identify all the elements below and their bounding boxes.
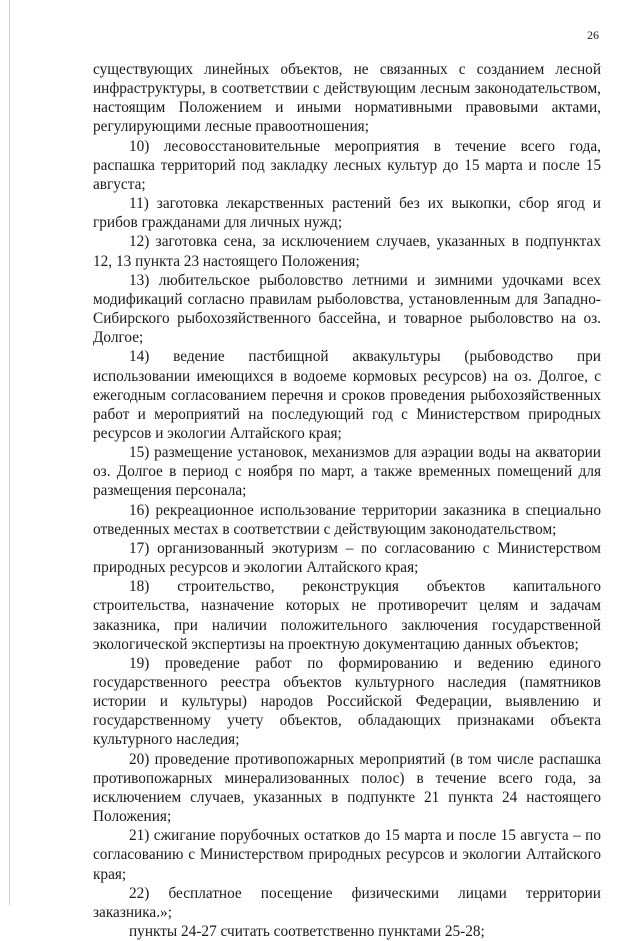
page-number: 26 (587, 28, 599, 42)
list-item-12: 12) заготовка сена, за исключением случаев, указанных в подпунктах 12, 13 пункта 23 настоящего Положения; (93, 233, 601, 270)
list-item-11: 11) заготовка лекарственных растений без их выкопки, сбор ягод и грибов гражданами для личных нужд; (93, 195, 601, 232)
document-body (93, 60, 601, 941)
closing-paragraph: пункты 24-27 считать соответственно пунктами 25-28; (129, 923, 485, 941)
list-item-18: 18) строительство, реконструкция объектов капитального строительства, назначение которых не противоречит целям и задачам заказника, при наличии положительного заключения государственной экологической экспертизы на проектную документацию данных объектов; (93, 578, 601, 653)
list-item-10: 10) лесовосстановительные мероприятия в течение всего года, распашка территорий под закладку лесных культур до 15 марта и после 15 августа; (93, 137, 601, 193)
list-item-17: 17) организованный экотуризм – по согласованию с Министерством природных ресурсов и экологии Алтайского края; (93, 539, 601, 577)
list-item-19: 19) проведение работ по формированию и ведению единого государственного реестра объектов культурного наследия (памятников истории и культуры) народов Российской Федерации, выявлению и государственному учету объектов, обладающих признаками объекта культурного наследия; (93, 654, 601, 749)
list-item-20: 20) проведение противопожарных мероприятий (в том числе распашка противопожарных минерализованных полос) в течение всего года, за исключением случаев, указанных в подпункте 21 пункта 24 настоящего Положения; (93, 750, 601, 826)
list-item-22: 22) бесплатное посещение физическими лицами территории заказника.»; (93, 884, 601, 921)
list-item-14: 14) ведение пастбищной аквакультуры (рыбоводство при использовании имеющихся в водоеме кормовых ресурсов) на оз. Долгое, с ежегодным согласованием перечня и сроков проведения рыбохозяйственных работ и мероприятий на последующий год с Министерством природных ресурсов и экологии Алтайского края; (93, 348, 601, 442)
paragraph-continuation: существующих линейных объектов, не связанных с созданием лесной инфраструктуры, в соответствии с действующим лесным законодательством, настоящим Положением и иными нормативными правовыми актами, регулирующими лесные правоотношения; (93, 61, 601, 136)
list-item-15: 15) размещение установок, механизмов для аэрации воды на акватории оз. Долгое в период с ноября по март, а также временных помещений для размещения персонала; (93, 444, 601, 500)
list-item-16: 16) рекреационное использование территории заказника в специально отведенных местах в соответствии с действующим законодательством; (93, 501, 601, 538)
scan-edge-line (9, 0, 10, 905)
list-item-13: 13) любительское рыболовство летними и зимними удочками всех модификаций согласно правилам рыболовства, установленным для Западно-Сибирского рыбохозяйственного бассейна, и товарное рыболовство на оз. Долгое; (93, 271, 601, 347)
list-item-21: 21) сжигание порубочных остатков до 15 марта и после 15 августа – по согласованию с Министерством природных ресурсов и экологии Алтайского края; (93, 827, 601, 883)
